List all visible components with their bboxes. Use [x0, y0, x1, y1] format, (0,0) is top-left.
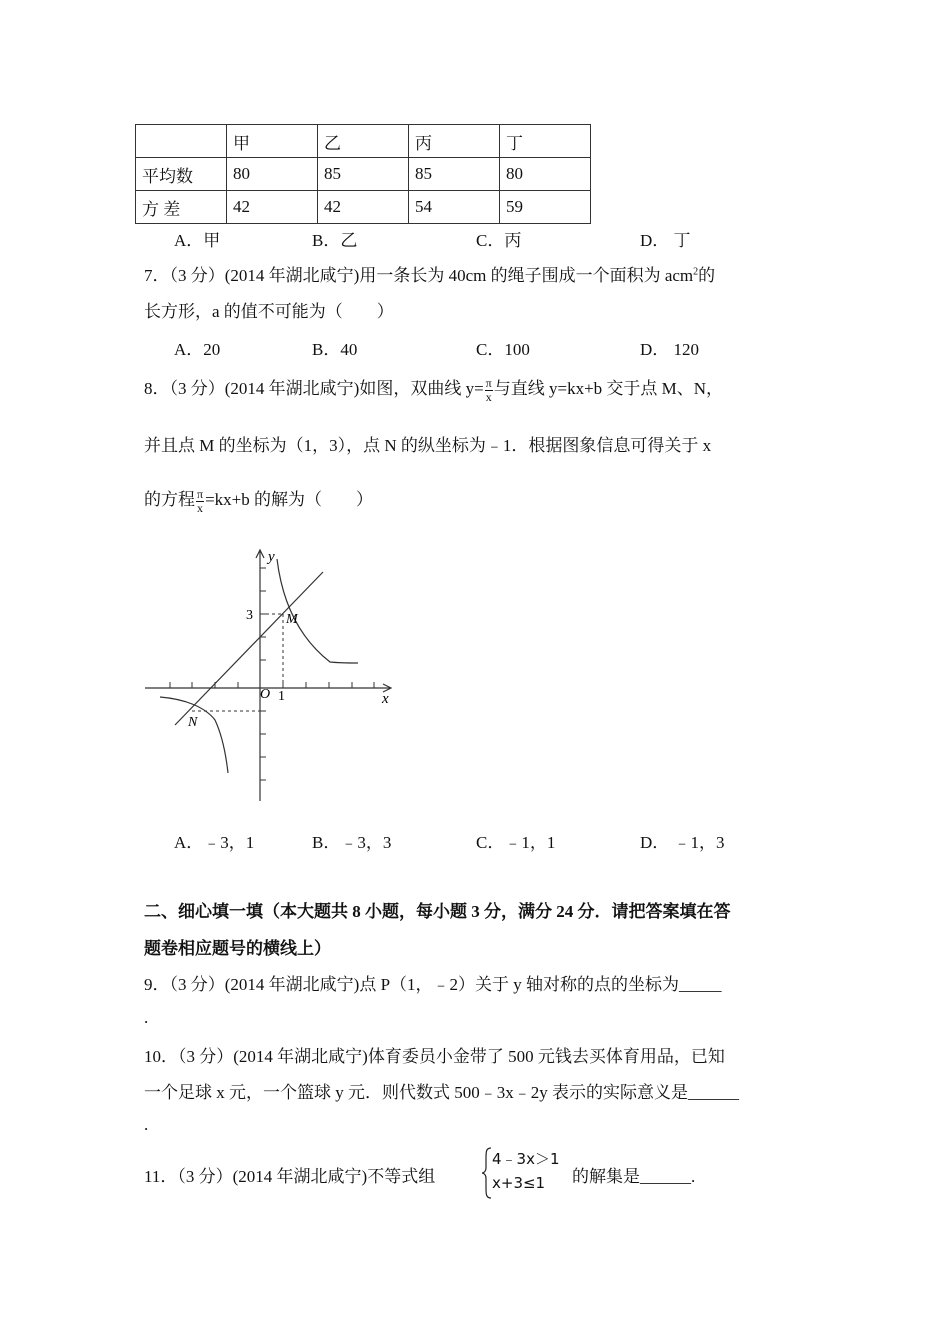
q7-line2: 长方形，a 的值不可能为（ ）	[144, 302, 394, 321]
q6-option-b: B．乙	[312, 231, 358, 250]
table-cell: 80	[227, 158, 318, 191]
q8-option-c: C．﹣1，1	[476, 833, 556, 852]
q11-text-a: 11．（3 分）(2014 年湖北咸宁)不等式组	[144, 1167, 436, 1186]
table-cell: 85	[409, 158, 500, 191]
q7-option-d: D． 120	[640, 340, 700, 359]
origin-label: O	[260, 687, 271, 702]
q7-line1	[144, 261, 715, 286]
inequality-system	[482, 1146, 572, 1200]
y-ticks	[260, 568, 266, 780]
q10-line1: 10．（3 分）(2014 年湖北咸宁)体育委员小金带了 500 元钱去买体育用品，已知	[144, 1047, 725, 1066]
table-row	[136, 158, 591, 191]
tick-label-1: 1	[278, 689, 285, 704]
table-cell: 85	[318, 158, 409, 191]
table-header-cell: 甲	[227, 125, 318, 158]
q8-line2: 并且点 M 的坐标为（1，3），点 N 的纵坐标为﹣1．根据图象信息可得关于 x	[144, 436, 712, 455]
tick-label-3: 3	[246, 608, 253, 623]
q10-line3: .	[144, 1115, 149, 1134]
table-header-cell: 丙	[409, 125, 500, 158]
q7-superscript: 2	[693, 266, 699, 278]
q8-option-d: D． ﹣1，3	[640, 833, 725, 852]
q7-option-b: B．40	[312, 340, 358, 359]
q10-line2: 一个足球 x 元，一个篮球 y 元．则代数式 500﹣3x﹣2y 表示的实际意义是______	[144, 1083, 739, 1102]
section-heading-line2: 题卷相应题号的横线上）	[144, 939, 331, 958]
table-header-row	[136, 125, 591, 158]
table-cell: 59	[500, 191, 591, 224]
q8-text-d: =kx+b 的解为（ ）	[205, 490, 373, 509]
table-cell: 54	[409, 191, 500, 224]
stats-table	[135, 124, 591, 224]
fraction: $\frac{\pi}{x}$	[485, 375, 492, 404]
table-header-cell: 乙	[318, 125, 409, 158]
point-m-label: M	[286, 612, 298, 627]
inequality-2: x+3≤1	[492, 1174, 546, 1192]
table-header-cell: 丁	[500, 125, 591, 158]
table-row-label: 平均数	[136, 158, 227, 191]
hyperbola-branch-right	[277, 559, 358, 663]
table-row-label: 方 差	[136, 191, 227, 224]
q8-text-b: 与直线 y=kx+b 交于点 M、N，	[493, 379, 724, 398]
q7-text: 7．（3 分）(2014 年湖北咸宁)用一条长为 40cm 的绳子围成一个面积为 acm	[144, 266, 694, 285]
q9-line2: .	[144, 1008, 149, 1027]
section-heading-line1: 二、细心填一填（本大题共 8 小题，每小题 3 分，满分 24 分．请把答案填在答	[144, 902, 731, 921]
line-kx-b	[175, 572, 323, 725]
q8-option-b: B．﹣3，3	[312, 833, 392, 852]
left-brace-icon	[482, 1146, 492, 1200]
q6-option-d: D． 丁	[640, 231, 691, 250]
table-cell	[136, 125, 227, 158]
fraction: $\frac{\pi}{x}$	[197, 486, 204, 515]
y-axis-label: y	[268, 549, 275, 565]
hyperbola-branch-left	[160, 697, 228, 773]
q7-text-end: 的	[698, 266, 716, 285]
table-cell: 42	[227, 191, 318, 224]
q9-line1: 9．（3 分）(2014 年湖北咸宁)点 P（1，﹣2）关于 y 轴对称的点的坐标为_____	[144, 975, 722, 994]
q8-line3	[144, 485, 373, 515]
table-row	[136, 191, 591, 224]
q8-text-c: 的方程	[144, 490, 195, 509]
q7-option-a: A．20	[174, 340, 221, 359]
table-cell: 80	[500, 158, 591, 191]
q6-option-a: A．甲	[174, 231, 221, 250]
point-n-label: N	[188, 715, 198, 730]
table-cell: 42	[318, 191, 409, 224]
q8-line1	[144, 374, 723, 404]
function-graph	[140, 545, 400, 807]
x-axis-label: x	[382, 691, 389, 707]
x-ticks	[170, 682, 374, 688]
q8-option-a: A．﹣3，1	[174, 833, 255, 852]
q8-text-a: 8．（3 分）(2014 年湖北咸宁)如图，双曲线 y=	[144, 379, 484, 398]
q11-text-b: 的解集是______.	[572, 1167, 696, 1186]
inequality-1: 4﹣3x＞1	[492, 1150, 560, 1168]
q7-option-c: C．100	[476, 340, 530, 359]
q6-option-c: C．丙	[476, 231, 522, 250]
